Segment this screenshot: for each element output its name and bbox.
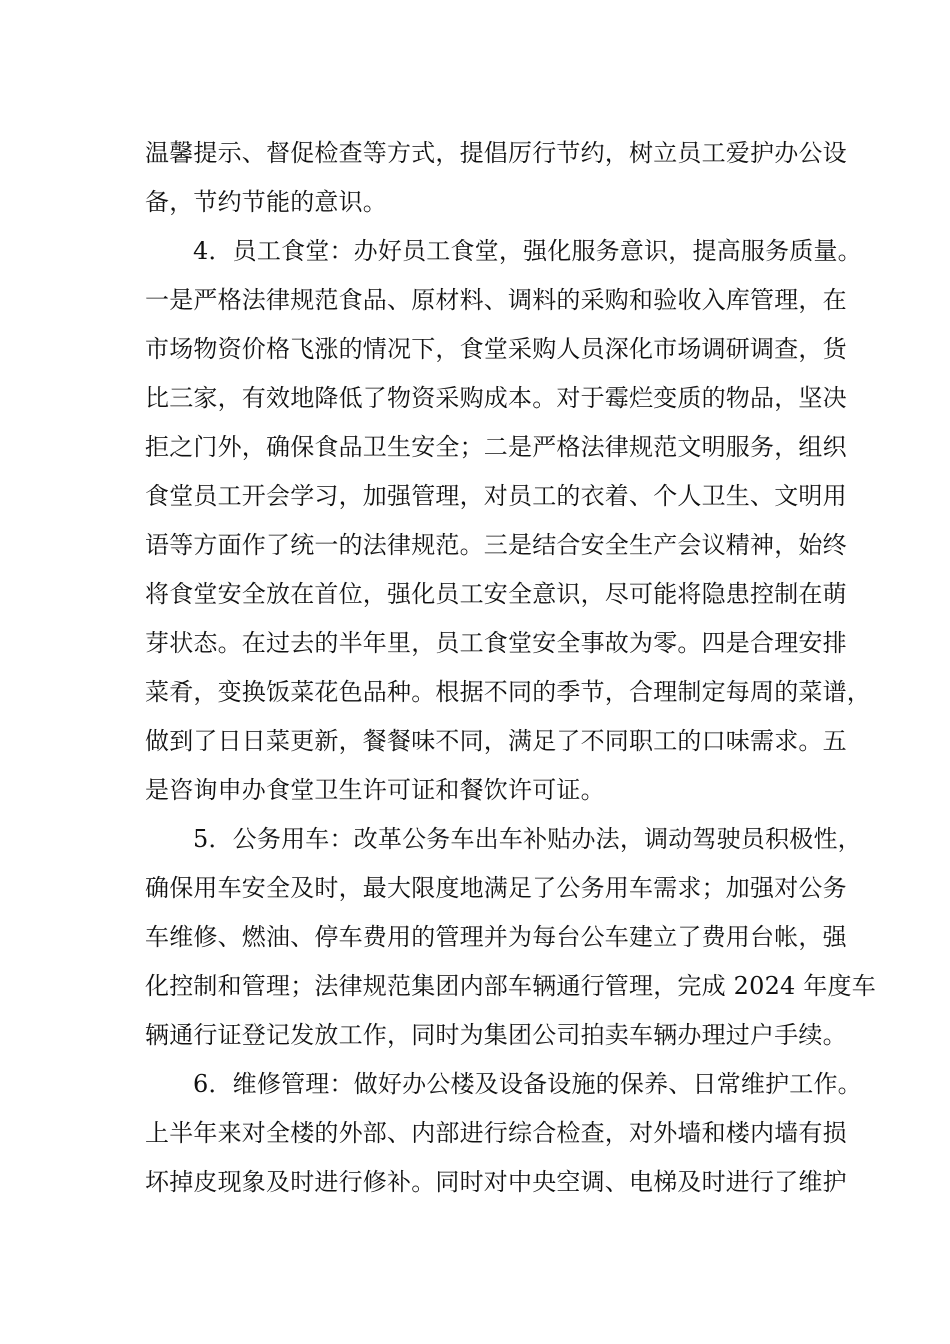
text-line: 将食堂安全放在首位，强化员工安全意识，尽可能将隐患控制在萌 [145,580,847,608]
text-line: 一是严格法律规范食品、原材料、调料的采购和验收入库管理，在 [145,286,847,314]
paragraph-start-line: 5．公务用车：改革公务车出车补贴办法，调动驾驶员积极性， [193,825,862,853]
paragraph-start-line: 6．维修管理：做好办公楼及设备设施的保养、日常维护工作。 [193,1070,862,1098]
text-line: 做到了日日菜更新，餐餐味不同，满足了不同职工的口味需求。五 [145,727,847,755]
text-line: 市场物资价格飞涨的情况下，食堂采购人员深化市场调研调查，货 [145,335,847,363]
text-line: 语等方面作了统一的法律规范。三是结合安全生产会议精神，始终 [145,531,847,559]
text-line: 备，节约节能的意识。 [145,188,387,216]
text-line: 确保用车安全及时，最大限度地满足了公务用车需求；加强对公务 [145,874,847,902]
text-line: 化控制和管理；法律规范集团内部车辆通行管理，完成 2024 年度车 [145,972,876,1000]
text-line: 是咨询申办食堂卫生许可证和餐饮许可证。 [145,776,605,804]
text-line: 拒之门外，确保食品卫生安全；二是严格法律规范文明服务，组织 [145,433,847,461]
text-line: 食堂员工开会学习，加强管理，对员工的衣着、个人卫生、文明用 [145,482,847,510]
text-line: 菜肴，变换饭菜花色品种。根据不同的季节，合理制定每周的菜谱， [145,678,871,706]
paragraph-start-line: 4．员工食堂：办好员工食堂，强化服务意识，提高服务质量。 [193,237,862,265]
text-line: 温馨提示、督促检查等方式，提倡厉行节约，树立员工爱护办公设 [145,139,847,167]
text-line: 坏掉皮现象及时进行修补。同时对中央空调、电梯及时进行了维护 [145,1168,847,1196]
text-line: 上半年来对全楼的外部、内部进行综合检查，对外墙和楼内墙有损 [145,1119,847,1147]
text-line: 比三家，有效地降低了物资采购成本。对于霉烂变质的物品，坚决 [145,384,847,412]
text-line: 车维修、燃油、停车费用的管理并为每台公车建立了费用台帐，强 [145,923,847,951]
text-line: 芽状态。在过去的半年里，员工食堂安全事故为零。四是合理安排 [145,629,847,657]
text-line: 辆通行证登记发放工作，同时为集团公司拍卖车辆办理过户手续。 [145,1021,847,1049]
